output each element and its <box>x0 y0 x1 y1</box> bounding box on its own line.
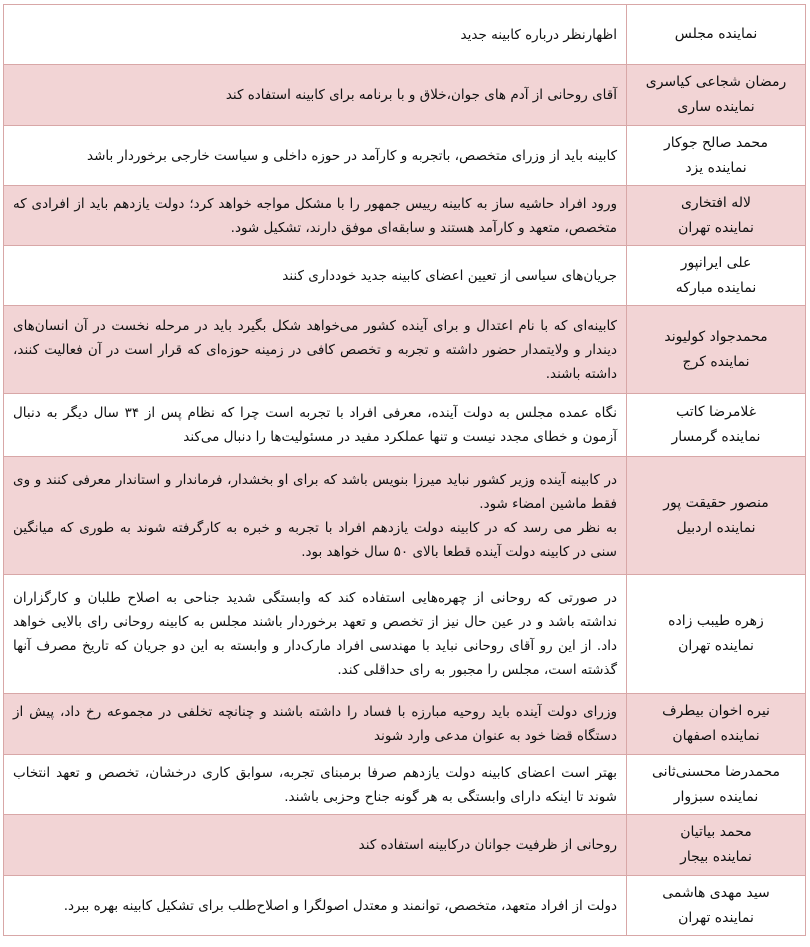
mp-district: نماینده تهران <box>678 638 754 654</box>
mp-cell <box>627 65 806 126</box>
mp-district: نماینده یزد <box>685 159 747 176</box>
mp-cell <box>627 246 806 306</box>
opinion-paragraph: به نظر می رسد که در کابینه دولت یازدهم افراد با تجربه و خبره به کارگرفته شوند به طوری که میانگین سنی در کابینه دولت آینده قطعا بالای ۵۰ سال خواهد بود. <box>13 519 617 560</box>
table-row <box>4 457 806 575</box>
table-header-row <box>4 5 806 65</box>
header-name-cell: نماینده مجلس <box>627 5 806 65</box>
mp-name: نیره اخوان بیطرف <box>662 703 770 719</box>
opinion-cell: کابینه باید از وزرای متخصص، باتجربه و کارآمد در حوزه داخلی و سیاست خارجی برخوردار باشد <box>4 126 627 186</box>
mp-cell <box>627 126 806 186</box>
mp-district: نماینده تهران <box>678 909 754 926</box>
table-row <box>4 815 806 876</box>
opinion-cell: آقای روحانی از آدم های جوان،خلاق و با برنامه برای کابینه استفاده کند <box>4 65 627 126</box>
mp-name: سید مهدی هاشمی <box>662 884 770 901</box>
opinions-table <box>3 4 806 936</box>
opinion-cell: ورود افراد حاشیه ساز به کابینه رییس جمهور را با مشکل مواجه خواهد کرد؛ دولت یازدهم باید از افرادی که متخصص، متعهد و کارآمد هستند و سابقه‌ای موفق دارند، تشکیل شود. <box>4 186 627 246</box>
table-row <box>4 575 806 694</box>
mp-name: محمدجواد کولیوند <box>664 328 768 345</box>
table-row <box>4 126 806 186</box>
mp-name: علی ایرانپور <box>680 254 752 271</box>
opinion-cell: روحانی از ظرفیت جوانان درکابینه استفاده کند <box>4 815 627 876</box>
table-row <box>4 186 806 246</box>
opinion-cell: جریان‌های سیاسی از تعیین اعضای کابینه جدید خودداری کنند <box>4 246 627 306</box>
mp-name: محمد صالح جوکار <box>664 134 768 151</box>
opinion-cell: دولت از افراد متعهد، متخصص، توانمند و معتدل اصولگرا و اصلاح‌طلب برای تشکیل کابینه بهره ببرد. <box>4 876 627 936</box>
mp-cell <box>627 694 806 755</box>
mp-district: نماینده مبارکه <box>675 279 757 296</box>
table-row <box>4 394 806 457</box>
mp-cell <box>627 755 806 815</box>
mp-name: زهره طیبب زاده <box>668 613 764 629</box>
mp-name: محمد بیاتیان <box>680 824 752 840</box>
table-row <box>4 755 806 815</box>
mp-district: نماینده بیجار <box>680 849 752 865</box>
table-row <box>4 65 806 126</box>
table-row <box>4 246 806 306</box>
mp-district: نماینده گرمسار <box>671 429 761 445</box>
mp-cell <box>627 457 806 575</box>
mp-district: نماینده ساری <box>677 99 755 115</box>
mp-cell <box>627 575 806 694</box>
mp-district: نماینده سبزوار <box>673 788 759 805</box>
opinion-cell: بهتر است اعضای کابینه دولت یازدهم صرفا برمبنای تجربه، سوابق کاری درخشان، تخصص و تعهد انتخاب شوند تا اینکه دارای وابستگی به هر گونه جناح وحزبی باشند. <box>4 755 627 815</box>
opinion-paragraph: در کابینه آینده وزیر کشور نباید میرزا بنویس باشد که برای او بخشدار، فرماندار و استاندار معرفی کنند و وی فقط ماشین امضاء شود. <box>13 471 617 512</box>
mp-district: نماینده اردبیل <box>676 519 756 536</box>
opinion-cell: نگاه عمده مجلس به دولت آینده، معرفی افراد با تجربه است چرا که نظام پس از ۳۴ سال دیگر به دنبال آزمون و خطای مجدد نیست و تنها عملکرد مفید در مسئولیت‌ها را دنبال می‌کند <box>4 394 627 457</box>
opinion-cell <box>4 457 627 575</box>
mp-district: نماینده تهران <box>678 219 754 236</box>
mp-district: نماینده اصفهان <box>672 728 760 744</box>
mp-cell <box>627 815 806 876</box>
opinion-cell: وزرای دولت آینده باید روحیه مبارزه با فساد را داشته باشند و چنانچه تخلفی در مجموعه رخ داد، پیش از دستگاه قضا خود به عنوان مدعی وارد شوند <box>4 694 627 755</box>
mp-cell <box>627 306 806 394</box>
mp-cell <box>627 186 806 246</box>
header-opinion-cell: اظهارنظر درباره کابینه جدید <box>4 5 627 65</box>
table-row <box>4 876 806 936</box>
mp-cell <box>627 394 806 457</box>
table-row <box>4 694 806 755</box>
mp-name: لاله افتخاری <box>680 194 752 211</box>
opinion-cell: در صورتی که روحانی از چهره‌هایی استفاده کند که وابستگی شدید جناحی به اصلاح طلبان و کارگزاران نداشته باشد و در عین حال نیز از تخصص و تعهد برخوردار باشند مجلس به کابینه روحانی رای بالایی خواهد داد. از این رو آقای روحانی نباید با مهندسی افراد مارک‌دار و وابسته به این دو جریان که تاریخ مصرف آنها گذشته است، مجلس را مجبور به رای حداقلی کند. <box>4 575 627 694</box>
table-row <box>4 306 806 394</box>
table-wrapper <box>3 4 806 936</box>
mp-district: نماینده کرج <box>682 353 750 370</box>
mp-name: محمدرضا محسنی‌ثانی <box>652 763 780 780</box>
mp-cell <box>627 876 806 936</box>
mp-name: رمضان شجاعی کیاسری <box>645 74 787 90</box>
mp-name: منصور حقیقت پور <box>663 494 769 511</box>
mp-name: غلامرضا کاتب <box>675 404 757 420</box>
opinion-cell: کابینه‌ای که با نام اعتدال و برای آینده کشور می‌خواهد شکل بگیرد باید در مرحله نخست در آن انسان‌های دیندار و ولایتمدار حضور داشته و تجربه و تخصص کافی در زمینه حوزه‌ای که قرار است در آن فعالیت کنند، داشته باشند. <box>4 306 627 394</box>
